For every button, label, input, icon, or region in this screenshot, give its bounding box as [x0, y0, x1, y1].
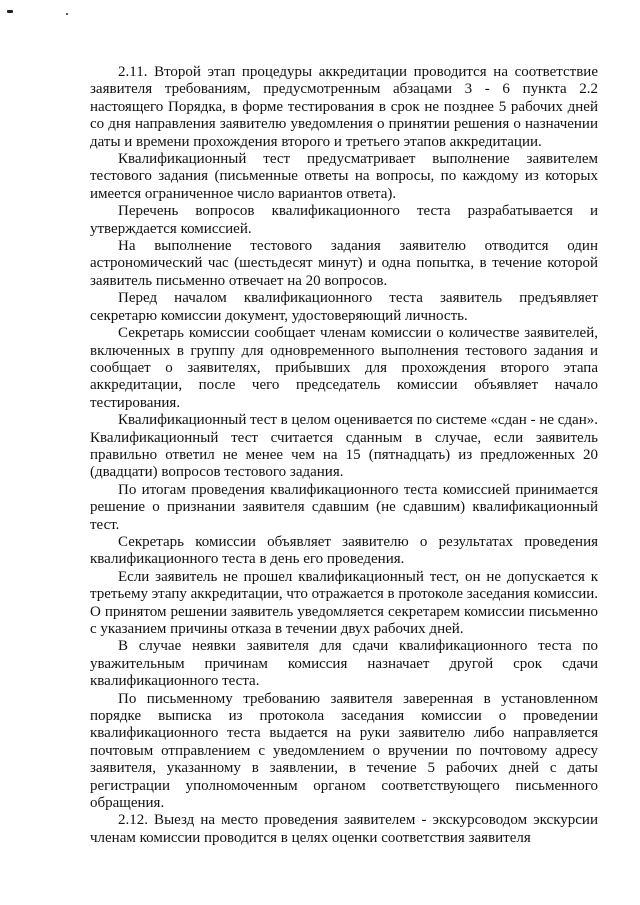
paragraph: 2.11. Второй этап процедуры аккредитации проводится на соответствие заявителя требованиям, предусмотренным абзацами 3 - 6 пункта 2.2 настоящего Порядка, в форме тестирования в срок не позднее 5 рабочих дней со дня направления заявителю уведомления о принятии решения о назначении даты и времени прохождения второго и третьего этапов аккредитации.: [90, 64, 598, 150]
paragraph: По письменному требованию заявителя заверенная в установленном порядке выписка из протокола заседания комиссии о проведении квалификационного теста выдается на руки заявителю либо направляется почтовым отправлением с уведомлением о вручении по почтовому адресу заявителя, указанному в заявлении, в течение 5 рабочих дней с даты регистрации уполномоченным органом соответствующего письменного обращения.: [90, 690, 598, 812]
paragraph: Если заявитель не прошел квалификационный тест, он не допускается к третьему этапу аккредитации, что отражается в протоколе заседания комиссии. О принятом решении заявитель уведомляется секретарем комиссии письменно с указанием причины отказа в течении двух рабочих дней.: [90, 568, 599, 637]
scan-mark: [66, 13, 68, 15]
paragraph: 2.12. Выезд на место проведения заявителем - экскурсоводом экскурсии членам комиссии проводится в целях оценки соответствия заявителя: [90, 812, 598, 846]
paragraph: Секретарь комиссии сообщает членам комиссии о количестве заявителей, включенных в группу для одновременного выполнения тестового задания и сообщает о заявителях, прибывших для прохождения второго этапа аккредитации, после чего председатель комиссии объявляет начало тестирования.: [90, 325, 598, 411]
paragraph: В случае неявки заявителя для сдачи квалификационного теста по уважительным причинам комиссия назначает другой срок сдачи квалификационного теста.: [90, 638, 598, 690]
scan-mark: [7, 10, 13, 13]
document-page: [90, 64, 598, 847]
paragraph: На выполнение тестового задания заявителю отводится один астрономический час (шестьдесят минут) и одна попытка, в течение которой заявитель письменно отвечает на 20 вопросов.: [90, 238, 598, 289]
paragraph: По итогам проведения квалификационного теста комиссией принимается решение о признании заявителя сдавшим (не сдавшим) квалификационный тест.: [90, 481, 598, 533]
paragraph: Секретарь комиссии объявляет заявителю о результатах проведения квалификационного теста в день его проведения.: [90, 533, 598, 568]
paragraph: Квалификационный тест предусматривает выполнение заявителем тестового задания (письменные ответы на вопросы, по каждому из которых имеется ограниченное число вариантов ответа).: [90, 151, 598, 202]
paragraph: Перед началом квалификационного теста заявитель предъявляет секретарю комиссии документ, удостоверяющий личность.: [90, 290, 598, 324]
paragraph: Квалификационный тест в целом оценивается по системе «сдан - не сдан». Квалификационный тест считается сданным в случае, если заявитель правильно ответил не менее чем на 15 (пятнадцать) из предложенных 20 (двадцати) вопросов тестового задания.: [90, 412, 598, 481]
paragraph: Перечень вопросов квалификационного теста разрабатывается и утверждается комиссией.: [90, 203, 598, 237]
